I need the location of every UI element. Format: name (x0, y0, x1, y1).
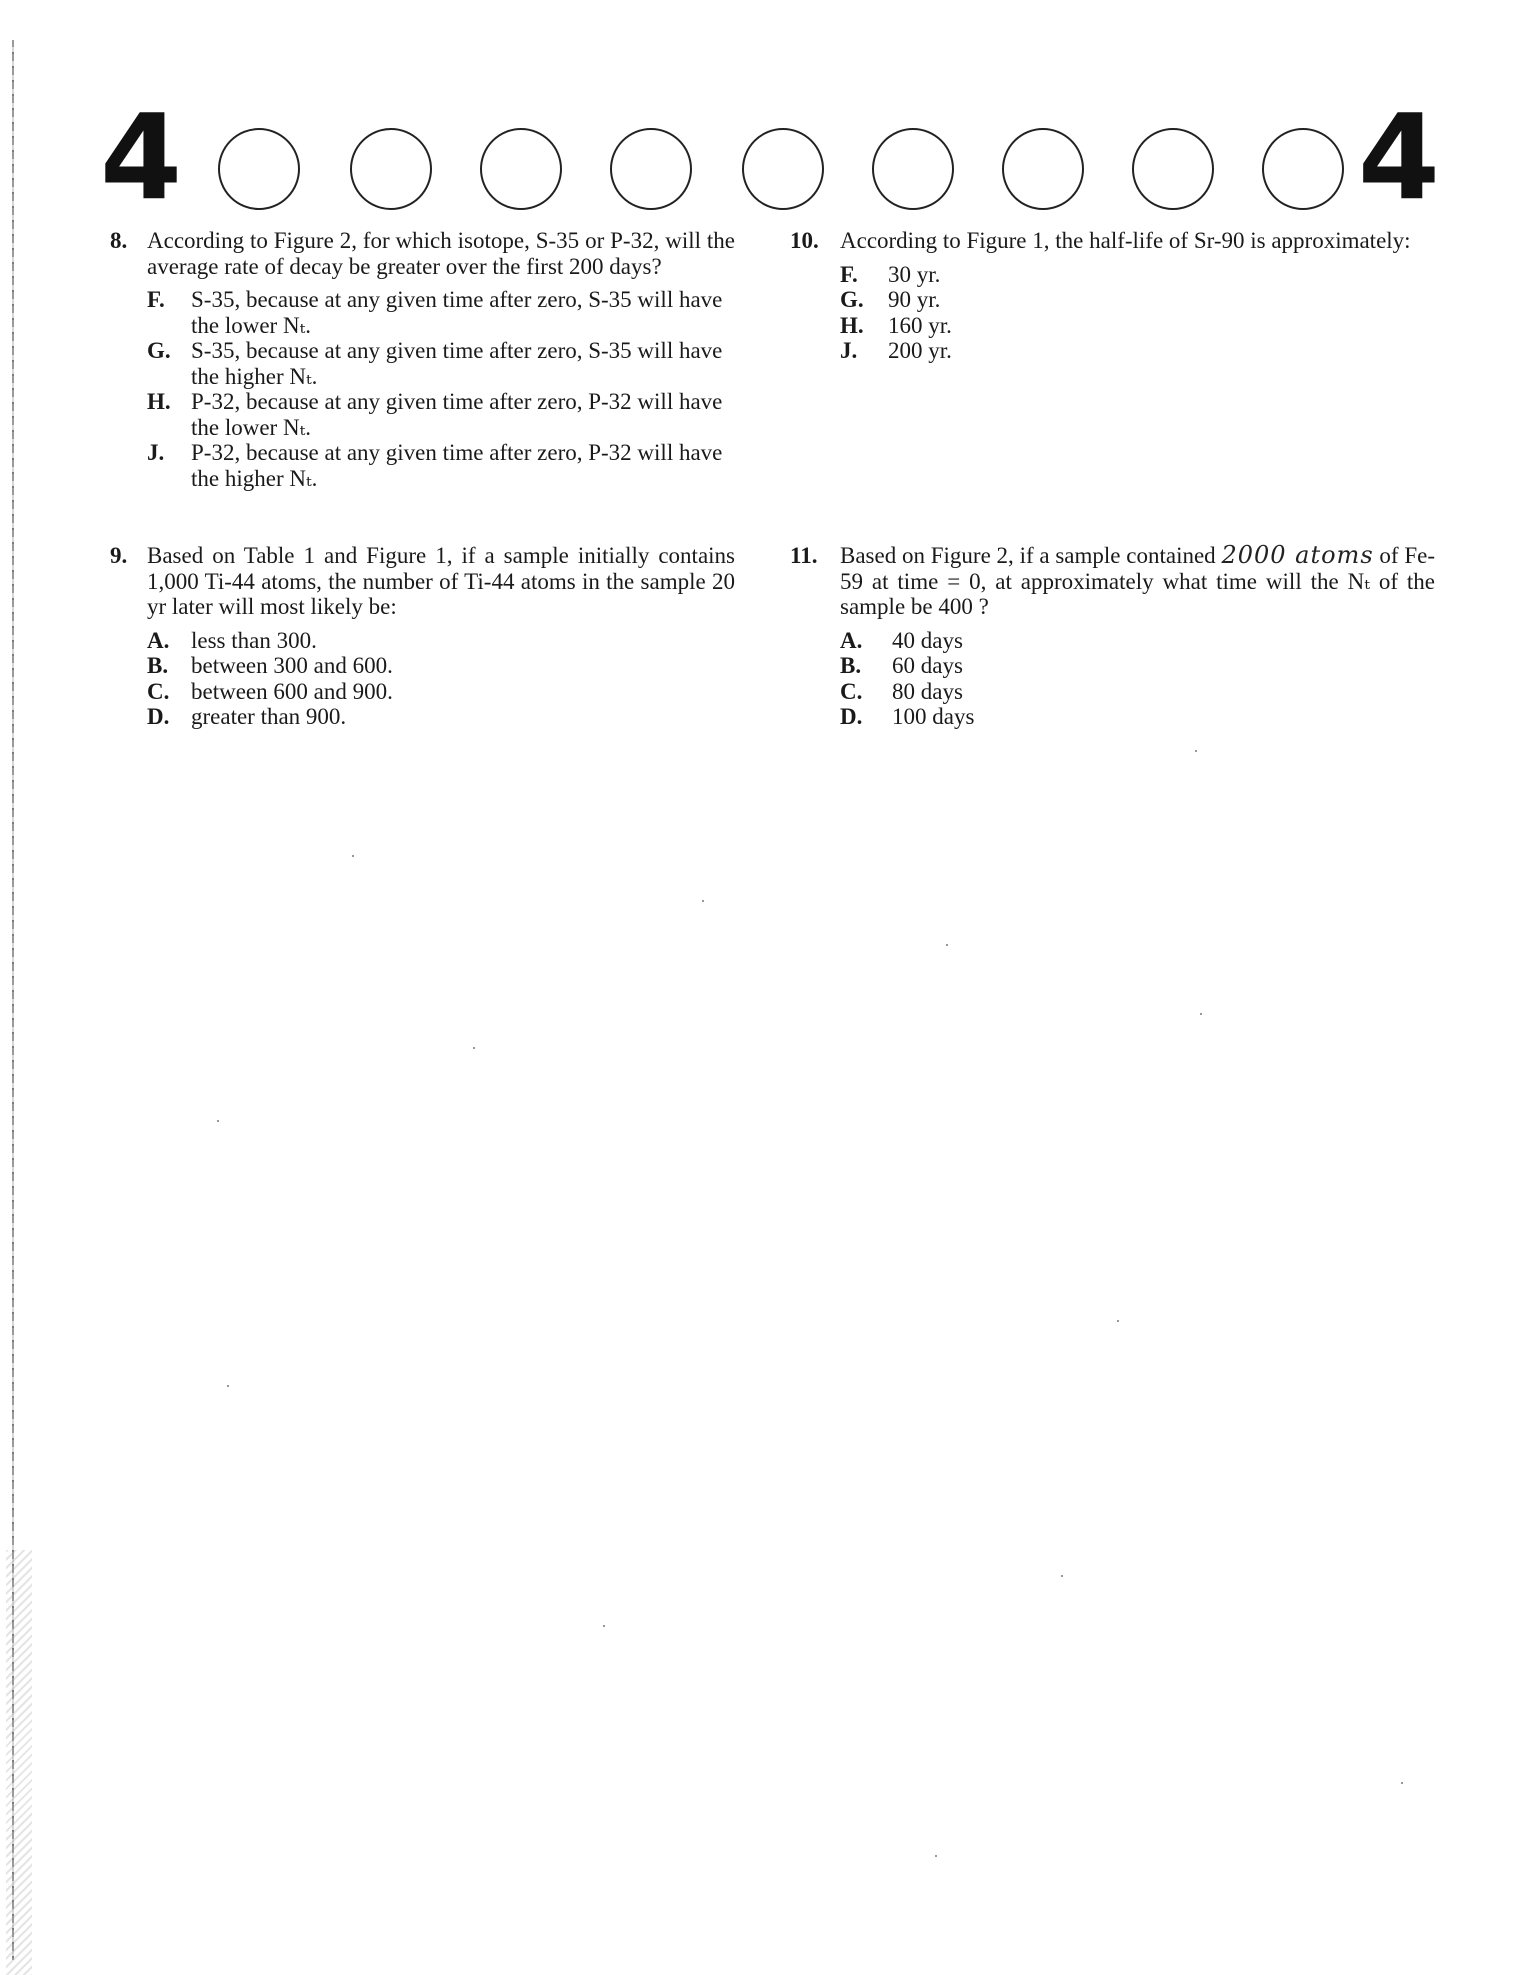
scan-noise (6, 1550, 32, 1975)
scan-speck (1117, 1320, 1119, 1322)
section-header (100, 88, 1440, 226)
scan-speck (1195, 750, 1197, 752)
question-number: 10. (790, 228, 819, 253)
choice-text: greater than 900. (191, 704, 347, 729)
choice-letter: G. (840, 287, 864, 312)
scan-speck (702, 900, 704, 902)
choice-text: less than 300. (191, 627, 317, 653)
scan-speck (1401, 1782, 1403, 1784)
choice-letter: J. (840, 338, 858, 363)
handwritten-annotation: 2000 atoms (1221, 541, 1374, 569)
question-11 (790, 543, 1435, 730)
choice-text: between 300 and 600. (191, 653, 393, 678)
choice-letter: F. (147, 287, 165, 312)
header-circle (742, 128, 824, 210)
header-circle (1002, 128, 1084, 210)
header-circle (610, 128, 692, 210)
question-text: According to Figure 1, the half-life of Sr-90 is approximately: (840, 228, 1411, 253)
choice-letter: D. (147, 704, 170, 729)
header-circle (218, 128, 300, 210)
question-number: 11. (790, 543, 818, 568)
choice-text: P-32, because at any given time after zero, P-32 will have the lower Nₜ. (191, 389, 723, 440)
choice-letter: J. (147, 440, 165, 465)
answer-choice[interactable] (840, 287, 1435, 313)
header-circle (480, 128, 562, 210)
choice-letter: A. (840, 627, 863, 653)
scan-speck (1061, 1575, 1063, 1577)
choice-letter: C. (840, 678, 863, 704)
scan-speck (946, 944, 948, 946)
scan-speck (227, 1385, 229, 1387)
answer-choice[interactable] (147, 287, 735, 338)
question-number: 8. (110, 228, 128, 253)
header-circle (1262, 128, 1344, 210)
question-text-part: of Fe-59 at time = 0, at approximately what time will the Nₜ of the sample be 400 ? (840, 543, 1435, 619)
choice-text: 100 days (892, 704, 975, 729)
question-number: 9. (110, 543, 128, 568)
choice-text: S-35, because at any given time after zero, S-35 will have the lower Nₜ. (191, 287, 723, 338)
choice-text: 30 yr. (888, 261, 941, 287)
answer-choice[interactable] (147, 679, 735, 705)
choice-letter: B. (147, 653, 169, 678)
scan-speck (935, 1855, 937, 1857)
section-number-left: 4 (100, 88, 183, 226)
choice-letter: D. (840, 704, 863, 729)
header-circle (1132, 128, 1214, 210)
header-circle (350, 128, 432, 210)
choice-text: P-32, because at any given time after zero, P-32 will have the higher Nₜ. (191, 440, 723, 491)
choice-letter: H. (147, 389, 171, 414)
question-text-part: Based on Figure 2, if a sample contained (840, 543, 1216, 568)
answer-choice[interactable] (840, 262, 1435, 288)
choice-text: 90 yr. (888, 287, 941, 312)
question-text: Based on Table 1 and Figure 1, if a sample initially contains 1,000 Ti-44 atoms, the number of Ti-44 atoms in the sample 20 yr later will most likely be: (147, 543, 735, 619)
answer-choice[interactable] (840, 313, 1435, 339)
answer-choice[interactable] (147, 338, 735, 389)
scan-speck (473, 1047, 475, 1049)
choice-letter: A. (147, 627, 170, 653)
choice-letter: G. (147, 338, 171, 363)
section-number-right: 4 (1357, 88, 1440, 226)
choice-text: 40 days (892, 627, 963, 653)
question-8 (110, 228, 735, 491)
question-text (840, 543, 1435, 620)
choice-letter: B. (840, 653, 862, 678)
answer-choice[interactable] (147, 389, 735, 440)
choice-letter: C. (147, 678, 170, 704)
choice-letter: F. (840, 261, 858, 287)
answer-choice[interactable] (840, 338, 1435, 364)
scan-speck (352, 855, 354, 857)
choice-letter: H. (840, 312, 864, 338)
header-circle (872, 128, 954, 210)
answer-choice[interactable] (840, 628, 1435, 654)
choice-text: S-35, because at any given time after zero, S-35 will have the higher Nₜ. (191, 338, 723, 389)
answer-choice[interactable] (147, 440, 735, 491)
question-9 (110, 543, 735, 730)
answer-choice[interactable] (147, 628, 735, 654)
choice-text: 60 days (892, 653, 963, 678)
question-text: According to Figure 2, for which isotope, S-35 or P-32, will the average rate of decay be greater over the first 200 days? (147, 228, 735, 279)
answer-choice[interactable] (840, 679, 1435, 705)
answer-choice[interactable] (147, 653, 735, 679)
choice-text: 200 yr. (888, 338, 952, 363)
choice-text: 160 yr. (888, 312, 952, 338)
answer-choice[interactable] (840, 653, 1435, 679)
answer-choice[interactable] (147, 704, 735, 730)
choice-text: between 600 and 900. (191, 678, 393, 704)
scan-speck (1200, 1013, 1202, 1015)
scan-speck (603, 1625, 605, 1627)
answer-choice[interactable] (840, 704, 1435, 730)
scan-speck (217, 1120, 219, 1122)
question-10 (790, 228, 1435, 364)
choice-text: 80 days (892, 678, 963, 704)
